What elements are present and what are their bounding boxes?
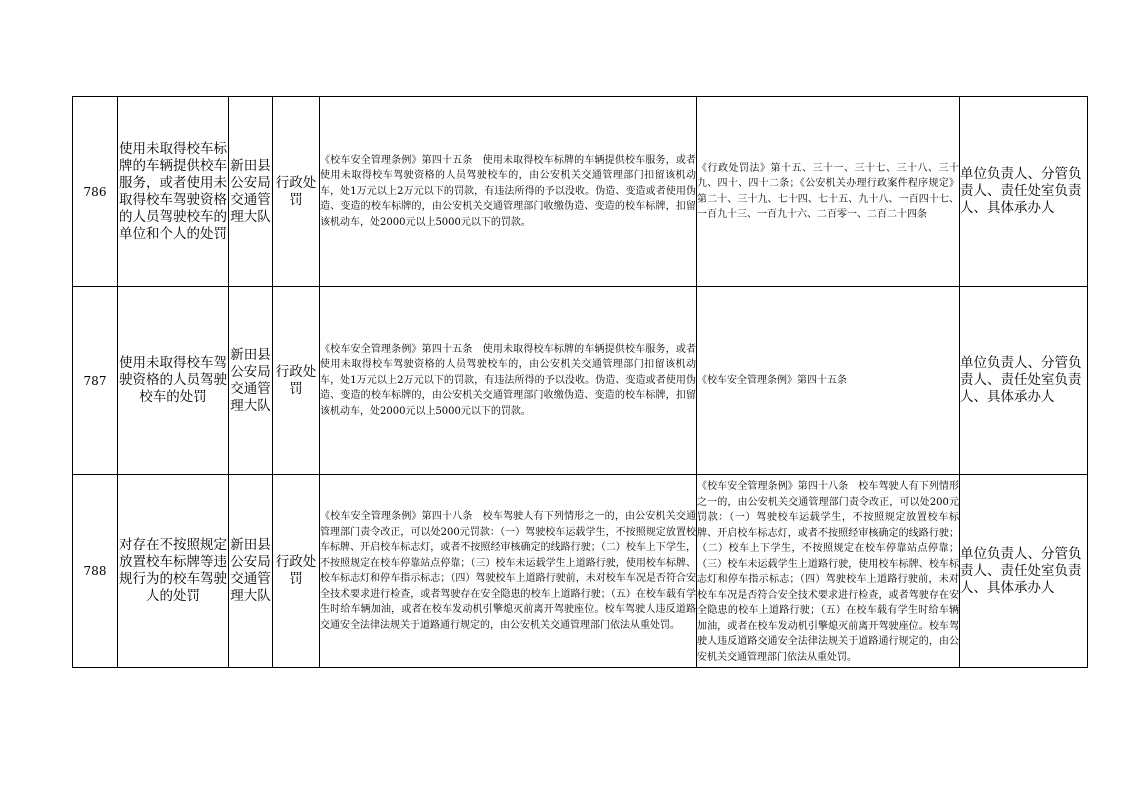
item-name: 使用未取得校车驾驶资格的人员驾驶校车的处罚 [118,287,229,475]
responsible-persons: 单位负责人、分管负责人、责任处室负责人、具体承办人 [960,287,1088,475]
row-number: 788 [73,475,118,668]
power-type: 行政处罚 [273,287,320,475]
power-type: 行政处罚 [273,97,320,287]
responsible-persons: 单位负责人、分管负责人、责任处室负责人、具体承办人 [960,475,1088,668]
reference-articles: 《校车安全管理条例》第四十五条 [697,287,960,475]
legal-basis: 《校车安全管理条例》第四十五条 使用未取得校车标牌的车辆提供校车服务，或者使用未取得校车驾驶资格的人员驾驶校车的，由公安机关交通管理部门扣留该机动车，处1万元以上2万元以下的罚款，有违法所得的予以没收。伪造、变造或者使用伪造、变造的校车标牌的，由公安机关交通管理部门收缴伪造、变造的校车标牌，扣留该机动车，处2000元以上5000元以下的罚款。 [320,287,697,475]
table-row [73,287,1088,475]
power-type: 行政处罚 [273,475,320,668]
table-row [73,97,1088,287]
item-name: 使用未取得校车标牌的车辆提供校车服务，或者使用未取得校车驾驶资格的人员驾驶校车的单位和个人的处罚 [118,97,229,287]
department: 新田县公安局交通管理大队 [229,475,273,668]
department: 新田县公安局交通管理大队 [229,97,273,287]
row-number: 786 [73,97,118,287]
table-row [73,475,1088,668]
responsible-persons: 单位负责人、分管负责人、责任处室负责人、具体承办人 [960,97,1088,287]
reference-articles: 《行政处罚法》第十五、三十一、三十七、三十八、三十九、四十、四十二条；《公安机关办理行政案件程序规定》第二十、三十九、七十四、七十五、九十八、一百四十七、一百九十三、一百九十六、二百零一、二百二十四条 [697,97,960,287]
reference-articles: 《校车安全管理条例》第四十八条 校车驾驶人有下列情形之一的，由公安机关交通管理部门责令改正，可以处200元罚款：（一）驾驶校车运载学生，不按照规定放置校车标牌、开启校车标志灯，或者不按照经审核确定的线路行驶；（二）校车上下学生，不按照规定在校车停靠站点停靠；（三）校车未运载学生上道路行驶，使用校车标牌、校车标志灯和停车指示标志；（四）驾驶校车上道路行驶前，未对校车车况是否符合安全技术要求进行检查，或者驾驶存在安全隐患的校车上道路行驶；（五）在校车载有学生时给车辆加油，或者在校车发动机引擎熄灭前离开驾驶座位。校车驾驶人违反道路交通安全法律法规关于道路通行规定的，由公安机关交通管理部门依法从重处罚。 [697,475,960,668]
department: 新田县公安局交通管理大队 [229,287,273,475]
legal-basis: 《校车安全管理条例》第四十八条 校车驾驶人有下列情形之一的，由公安机关交通管理部门责令改正，可以处200元罚款：（一）驾驶校车运载学生，不按照规定放置校车标牌、开启校车标志灯，或者不按照经审核确定的线路行驶；（二）校车上下学生，不按照规定在校车停靠站点停靠；（三）校车未运载学生上道路行驶，使用校车标牌、校车标志灯和停车指示标志；（四）驾驶校车上道路行驶前，未对校车车况是否符合安全技术要求进行检查，或者驾驶存在安全隐患的校车上道路行驶；（五）在校车载有学生时给车辆加油，或者在校车发动机引擎熄灭前离开驾驶座位。校车驾驶人违反道路交通安全法律法规关于道路通行规定的，由公安机关交通管理部门依法从重处罚。 [320,475,697,668]
row-number: 787 [73,287,118,475]
legal-basis: 《校车安全管理条例》第四十五条 使用未取得校车标牌的车辆提供校车服务，或者使用未取得校车驾驶资格的人员驾驶校车的，由公安机关交通管理部门扣留该机动车，处1万元以上2万元以下的罚款，有违法所得的予以没收。伪造、变造或者使用伪造、变造的校车标牌的，由公安机关交通管理部门收缴伪造、变造的校车标牌，扣留该机动车，处2000元以上5000元以下的罚款。 [320,97,697,287]
item-name: 对存在不按照规定放置校车标牌等违规行为的校车驾驶人的处罚 [118,475,229,668]
responsibility-table [72,96,1088,668]
